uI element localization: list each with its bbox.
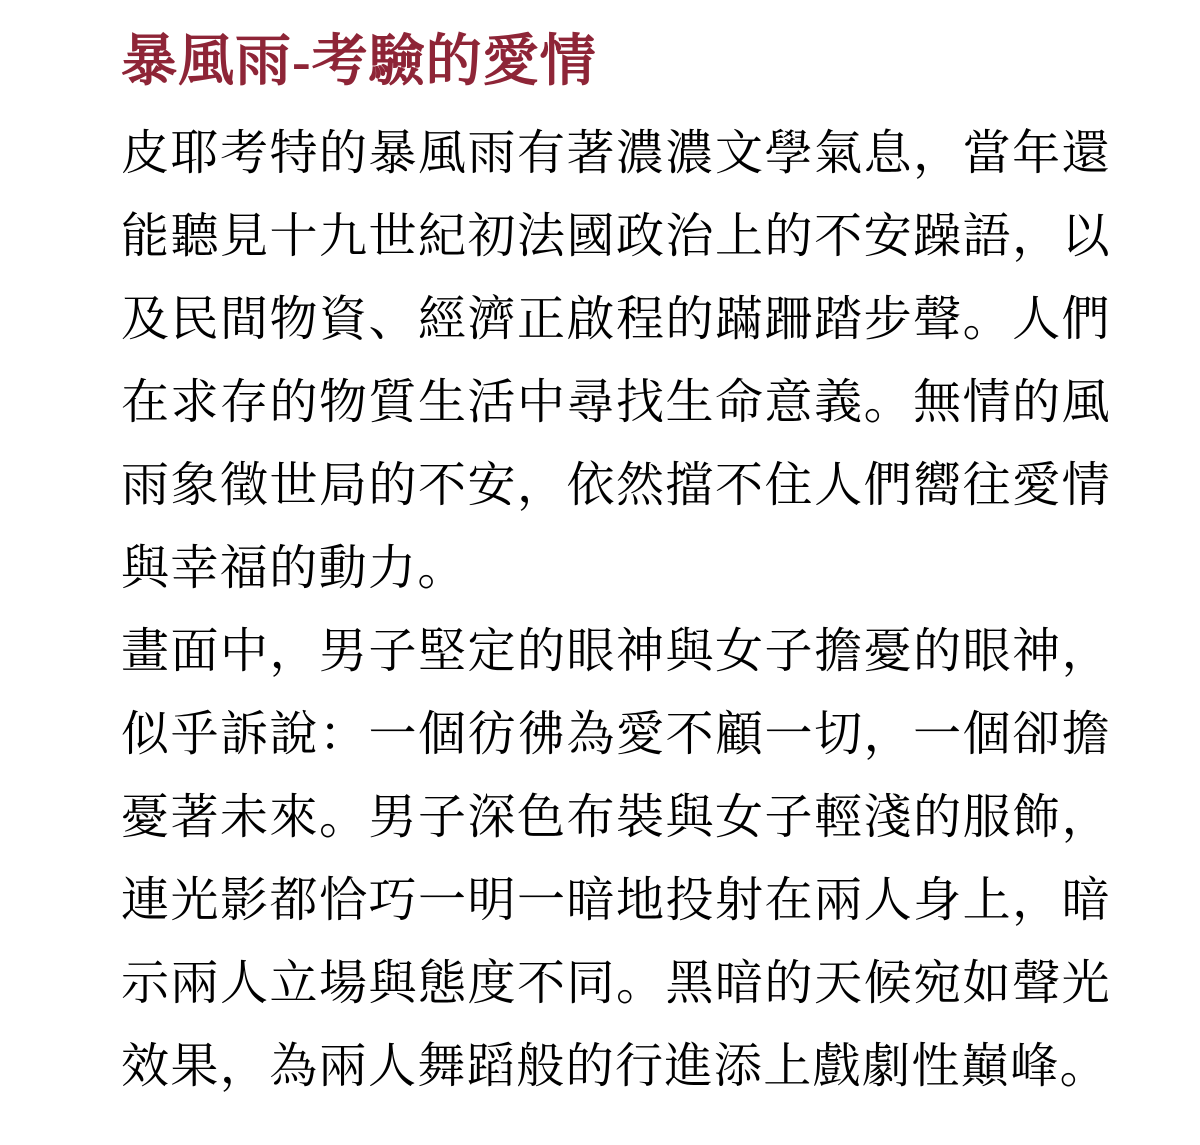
paragraph-intro: 皮耶考特的暴風雨有著濃濃文學氣息，當年還能聽見十九世紀初法國政治上的不安躁語，以及民間物資、經濟正啟程的蹣跚踏步聲。人們在求存的物質生活中尋找生命意義。無情的風雨象徵世局的不安，依然擋不住人們嚮往愛情與幸福的動力。 bbox=[121, 127, 1111, 595]
paragraph-description: 畫面中，男子堅定的眼神與女子擔憂的眼神，似乎訴說：一個彷彿為愛不顧一切，一個卻擔憂著未來。男子深色布裝與女子輕淺的服飾，連光影都恰巧一明一暗地投射在兩人身上，暗示兩人立場與態度不同。黑暗的天候宛如聲光效果，為兩人舞蹈般的行進添上戲劇性巔峰。 bbox=[121, 625, 1111, 1093]
page-title: 暴風雨-考驗的愛情 bbox=[121, 31, 597, 93]
